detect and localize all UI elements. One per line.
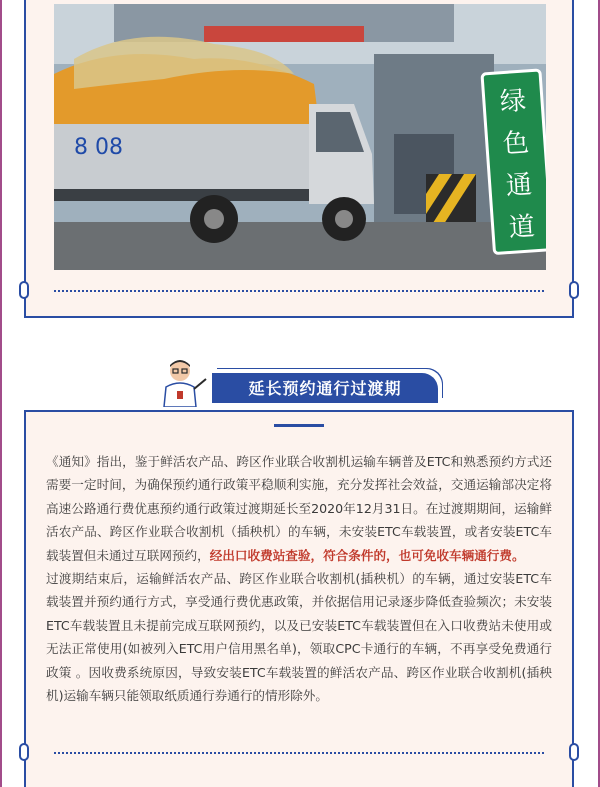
sign-char-1: 绿 bbox=[498, 86, 528, 118]
dotted-divider bbox=[54, 290, 544, 292]
paragraph-1-highlight: 经出口收费站查验，符合条件的，也可免收车辆通行费。 bbox=[209, 547, 525, 563]
notch-left bbox=[19, 281, 29, 299]
sign-char-2: 色 bbox=[501, 127, 530, 160]
article-card bbox=[24, 410, 574, 787]
notch-right-bottom bbox=[569, 743, 579, 761]
notch-left-bottom bbox=[19, 743, 29, 761]
dotted-divider-bottom bbox=[54, 752, 544, 754]
notch-right bbox=[569, 281, 579, 299]
paragraph-1 bbox=[46, 450, 552, 567]
sign-char-3: 通 bbox=[504, 169, 533, 202]
truck-photo bbox=[54, 4, 546, 270]
presenter-avatar-icon bbox=[160, 357, 208, 407]
section-header bbox=[160, 355, 442, 407]
card-top-accent bbox=[274, 424, 324, 427]
sign-char-4: 道 bbox=[507, 211, 536, 244]
paragraph-1-text: 《通知》指出，鉴于鲜活农产品、跨区作业联合收割机运输车辆普及ETC和熟悉预约方式还需要一定时间，为确保预约通行政策平稳顺利实施，充分发挥社会效益，交通运输部决定将高速公路通行费优惠预约通行政策过渡期延长至2020年12月31日。在过渡期期间，运输鲜活农产品、跨区作业联合收割机（插秧机）的车辆，未安装ETC车载装置，或者安装ETC车载装置但未通过互联网预约， bbox=[46, 454, 552, 563]
article-body bbox=[46, 450, 552, 707]
section-title-bar bbox=[212, 373, 438, 403]
truck-side-number: 8 08 bbox=[74, 135, 123, 160]
page-border-left bbox=[0, 0, 2, 787]
photo-card bbox=[24, 0, 574, 318]
truck-photo-illustration bbox=[54, 4, 546, 270]
paragraph-2: 过渡期结束后，运输鲜活农产品、跨区作业联合收割机(插秧机）的车辆，通过安装ETC车载装置并预约通行方式，享受通行费优惠政策，并依据信用记录逐步降低查验频次；未安装ETC车载装置且未提前完成互联网预约，以及已安装ETC车载装置但在入口收费站未使用或无法正常使用(如被列入ETC用户信用黑名单)，领取CPC卡通行的车辆，不再享受免费通行政策 。因收费系统原因，导致安装ETC车载装置的鲜活农产品、跨区作业联合收割机(插秧机)运输车辆只能领取纸质通行券通行的情形除外。 bbox=[46, 571, 552, 704]
section-title: 延长预约通行过渡期 bbox=[248, 379, 402, 398]
